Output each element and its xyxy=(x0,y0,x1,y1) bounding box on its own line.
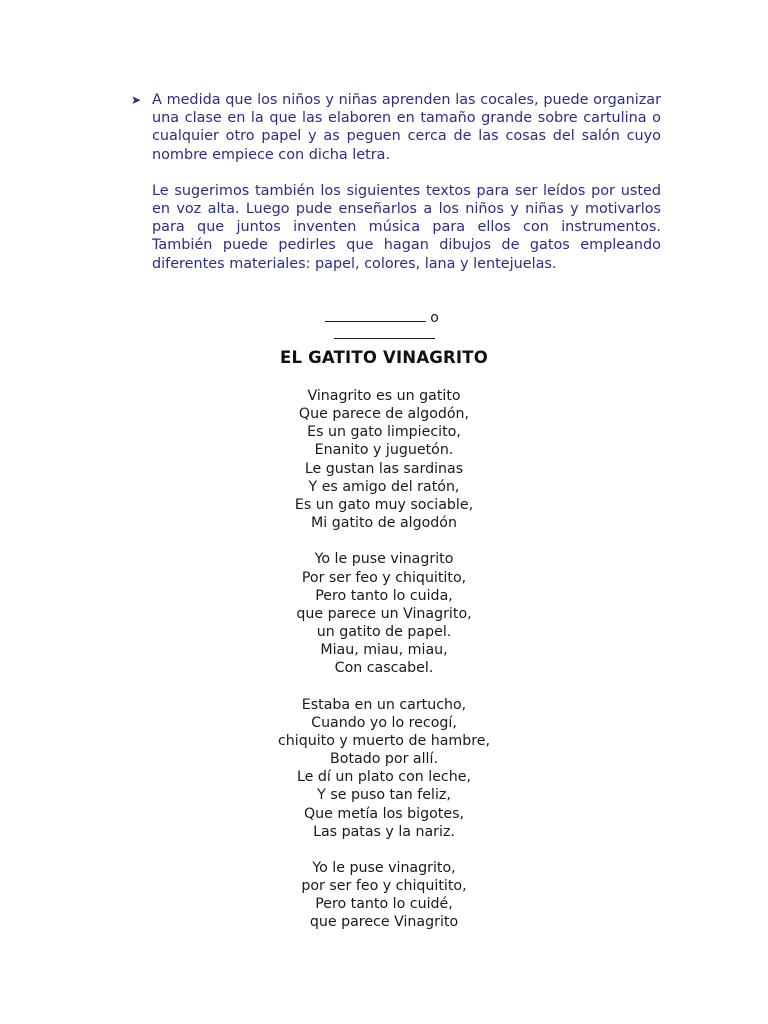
poem-stanza xyxy=(234,387,534,532)
poem-line: Pero tanto lo cuida, xyxy=(315,587,453,604)
poem-line: Le dí un plato con leche, xyxy=(297,769,471,786)
poem-line: por ser feo y chiquitito, xyxy=(301,878,467,895)
poem-line: Yo le puse vinagrito, xyxy=(312,860,456,877)
poem-line: Es un gato limpiecito, xyxy=(307,424,461,441)
poem-stanza xyxy=(234,696,534,841)
arrowhead-bullet-icon: ➤ xyxy=(131,93,142,107)
poem-line: Vinagrito es un gatito xyxy=(307,388,461,404)
poem-line: que parece un Vinagrito, xyxy=(296,605,472,622)
poem-line: Cuando yo lo recogí, xyxy=(311,714,457,731)
poem-stanza xyxy=(234,859,534,932)
bullet-text: A medida que los niños y niñas aprenden las cocales, puede organizar una clase en la que las elaboren en tamaño grande sobre cartulina o cualquier otro papel y as peguen cerca de las cosas del salón cuyo nombre empiece con dicha letra. xyxy=(152,92,661,163)
poem-line: Es un gato muy sociable, xyxy=(294,496,474,513)
poem-line: Miau, miau, miau, xyxy=(320,642,448,659)
separator-line-right xyxy=(334,326,435,339)
poem-line: Yo le puse vinagrito xyxy=(314,551,454,568)
poem-stanza xyxy=(234,550,534,677)
poem-title xyxy=(0,348,768,367)
poem-line: Enanito y juguetón. xyxy=(314,442,454,459)
poem-line: Y se puso tan feliz, xyxy=(317,787,451,804)
poem-line: Botado por allí. xyxy=(330,751,438,768)
separator-line-left xyxy=(325,309,426,322)
poem-title-text: EL GATITO VINAGRITO xyxy=(280,348,488,367)
poem-line: Pero tanto lo cuidé, xyxy=(315,896,453,913)
poem-line: Con cascabel. xyxy=(334,660,434,677)
poem-line: Le gustan las sardinas xyxy=(304,460,464,477)
poem-line: un gatito de papel. xyxy=(316,624,452,641)
separator-text: o xyxy=(430,310,439,326)
poem-line: que parece Vinagrito xyxy=(309,914,459,931)
poem-line: Estaba en un cartucho, xyxy=(301,696,467,713)
intro-paragraph: Le sugerimos también los siguientes textos para ser leídos por usted en voz alta. Luego pude enseñarlos a los niños y niñas y motivarlos para que juntos inventen música para ellos con instrumentos. También puede pedirles que hagan dibujos de gatos empleando diferentes materiales: papel, colores, lana y lentejuelas. xyxy=(152,182,661,272)
poem-body xyxy=(234,387,534,950)
bullet-item xyxy=(131,91,661,164)
poem-line: Mi gatito de algodón xyxy=(311,515,457,532)
poem-line: Por ser feo y chiquitito, xyxy=(301,569,467,586)
poem-line: Las patas y la nariz. xyxy=(313,823,455,840)
poem-line: chiquito y muerto de hambre, xyxy=(278,732,490,749)
poem-line: Que parece de algodón, xyxy=(298,406,470,423)
intro-section xyxy=(131,91,661,273)
poem-line: Que metía los bigotes, xyxy=(303,805,464,822)
poem-line: Y es amigo del ratón, xyxy=(308,478,460,495)
